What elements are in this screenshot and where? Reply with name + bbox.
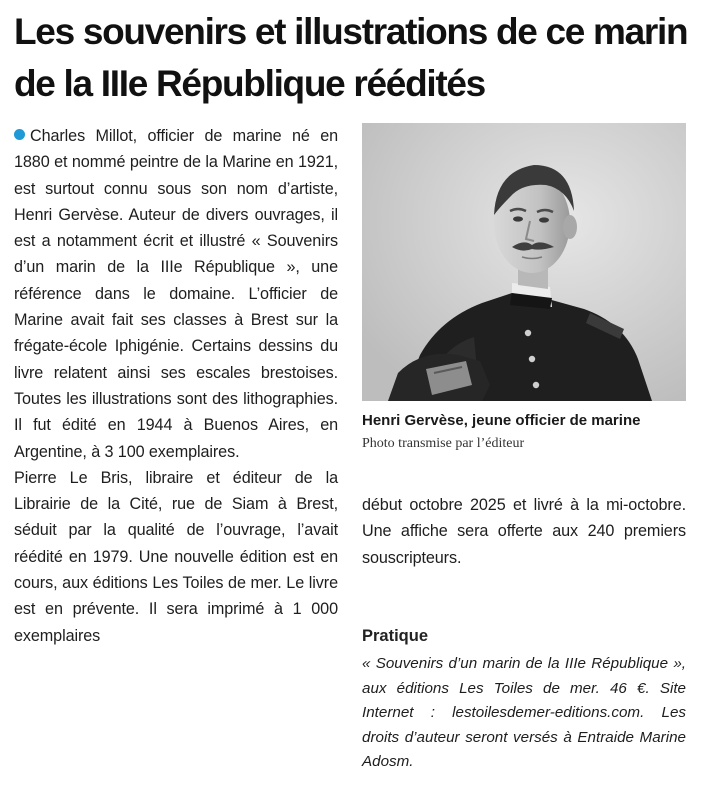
article-headline: Les souvenirs et illustrations de ce marin de la IIIe République réédités — [14, 11, 688, 104]
article-paragraph-continued: début octobre 2025 et livré à la mi-octobre. Une affiche sera offerte aux 240 premiers souscripteurs. — [362, 496, 686, 567]
left-column — [14, 123, 338, 649]
article-paragraph-1 — [14, 123, 338, 465]
bullet-dot-icon — [14, 129, 25, 140]
article-paragraph-2: Pierre Le Bris, libraire et éditeur de la Librairie de la Cité, rue de Siam à Brest, séduit par la qualité de l’ouvrage, l’avait réédité en 1979. Une nouvelle édition est en cours, aux éditions Les Toiles de mer. Le livre est en prévente. Il sera imprimé à 1 000 exemplaires — [14, 468, 338, 645]
officer-portrait-image — [362, 123, 686, 401]
pratique-heading: Pratique — [362, 627, 429, 645]
portrait-photo — [362, 123, 686, 401]
pratique-info: « Souvenirs d’un marin de la IIIe République », aux éditions Les Toiles de mer. 46 €. Site Internet : lestoilesdemer-editions.com. Les droits d’auteur seront versés à Entraide Marine Adosm. — [362, 655, 686, 771]
photo-caption: Henri Gervèse, jeune officier de marine — [362, 412, 641, 429]
right-column — [362, 123, 686, 454]
paragraph-1-text: Charles Millot, officier de marine né en 1880 et nommé peintre de la Marine en 1921, est surtout connu sous son nom d’artiste, Henri Gervèse. Auteur de divers ouvrages, il est a notamment écrit et illustré « Souvenirs d’un marin de la IIIe République », une référence dans le domaine. L’officier de Marine avait fait ses classes à Brest sur la frégate-école Iphigénie. Certains dessins du livre relatent ainsi ses escales brestoises. Toutes les illustrations sont des lithographies. Il fut édité en 1944 à Buenos Aires, en Argentine, à 3 100 exemplaires. — [14, 127, 338, 461]
photo-credit: Photo transmise par l’éditeur — [362, 436, 525, 451]
